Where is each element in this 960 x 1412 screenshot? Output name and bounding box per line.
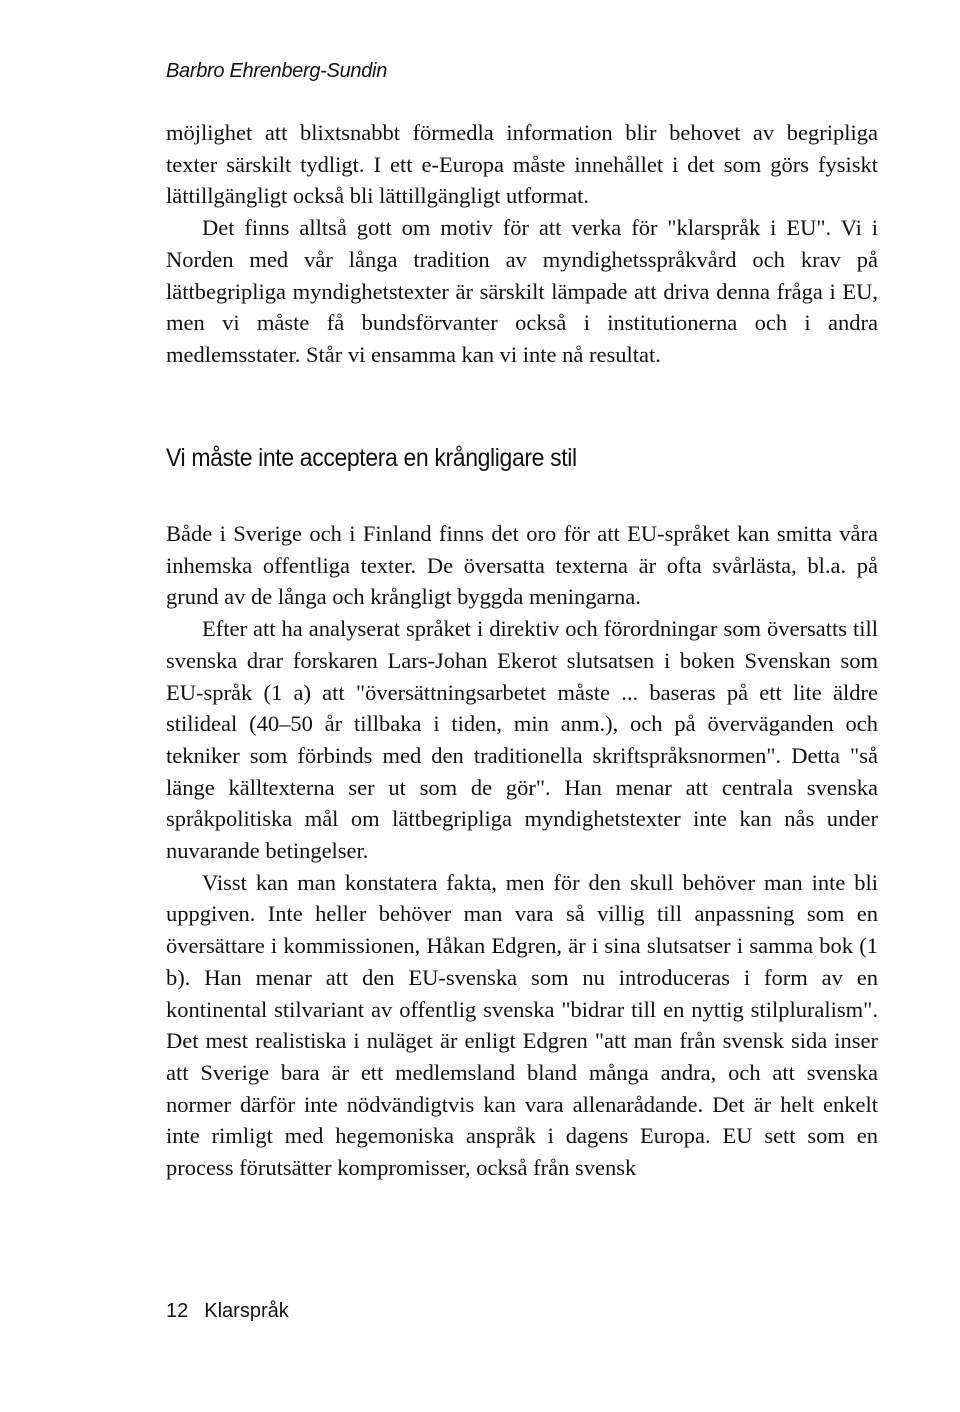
- page-footer: [166, 1300, 289, 1323]
- section-heading: Vi måste inte acceptera en krångligare stil: [166, 444, 577, 472]
- paragraph: Visst kan man konstatera fakta, men för den skull behöver man inte bli uppgiven. Inte heller behöver man vara så villig till anpassning som en översättare i kommissionen, Håkan Edgren, är i sina slutsatser i samma bok (1 b). Han menar att den EU-svenska som nu introduceras i form av en kontinental stilvariant av offentlig svenska "bidrar till en nyttig stilpluralism". Det mest realistiska i nuläget är enligt Edgren "att man från svensk sida inser att Sverige bara är ett medlemsland bland många andra, och att svenska normer därför inte nödvändigtvis kan vara allenarådande. Det är helt enkelt inte rimligt med hegemoniska anspråk i dagens Europa. EU sett som en process förutsätter kompromisser, också från svensk: [166, 869, 878, 1181]
- section-2-body: [166, 518, 878, 1184]
- section-1-body: [166, 117, 878, 371]
- paragraph: Det finns alltså gott om motiv för att verka för "klarspråk i EU". Vi i Norden med vår långa tradition av myndighetsspråkvård och krav på lättbegripliga myndighetstexter är särskilt lämpade att driva denna fråga i EU, men vi måste få bundsförvanter också i institutionerna och i andra medlemsstater. Står vi ensamma kan vi inte nå resultat.: [166, 215, 878, 367]
- paragraph: möjlighet att blixtsnabbt förmedla information blir behovet av begripliga texter särskilt tydligt. I ett e-Europa måste innehållet i det som görs fysiskt lättillgängligt också bli lättillgängligt utformat.: [166, 120, 878, 209]
- paragraph: Efter att ha analyserat språket i direktiv och förordningar som översatts till svenska drar forskaren Lars-Johan Ekerot slutsatsen i boken Svenskan som EU-språk (1 a) att "översättningsarbetet måste ... baseras på ett lite äldre stilideal (40–50 år tillbaka i tiden, min anm.), och på överväganden och tekniker som förbinds med den traditionella skriftspråksnormen". Detta "så länge källtexterna ser ut som de gör". Han menar att centrala svenska språkpolitiska mål om lättbegripliga myndighetstexter inte kan nås under nuvarande betingelser.: [166, 616, 878, 864]
- running-head-author: Barbro Ehrenberg-Sundin: [166, 60, 388, 82]
- paragraph: Både i Sverige och i Finland finns det oro för att EU-språket kan smitta våra inhemska offentliga texter. De översatta texterna är ofta svårlästa, bl.a. på grund av de långa och krångligt byggda meningarna.: [166, 521, 878, 610]
- publication-name: Klarspråk: [204, 1300, 289, 1322]
- page-number: 12: [166, 1300, 189, 1322]
